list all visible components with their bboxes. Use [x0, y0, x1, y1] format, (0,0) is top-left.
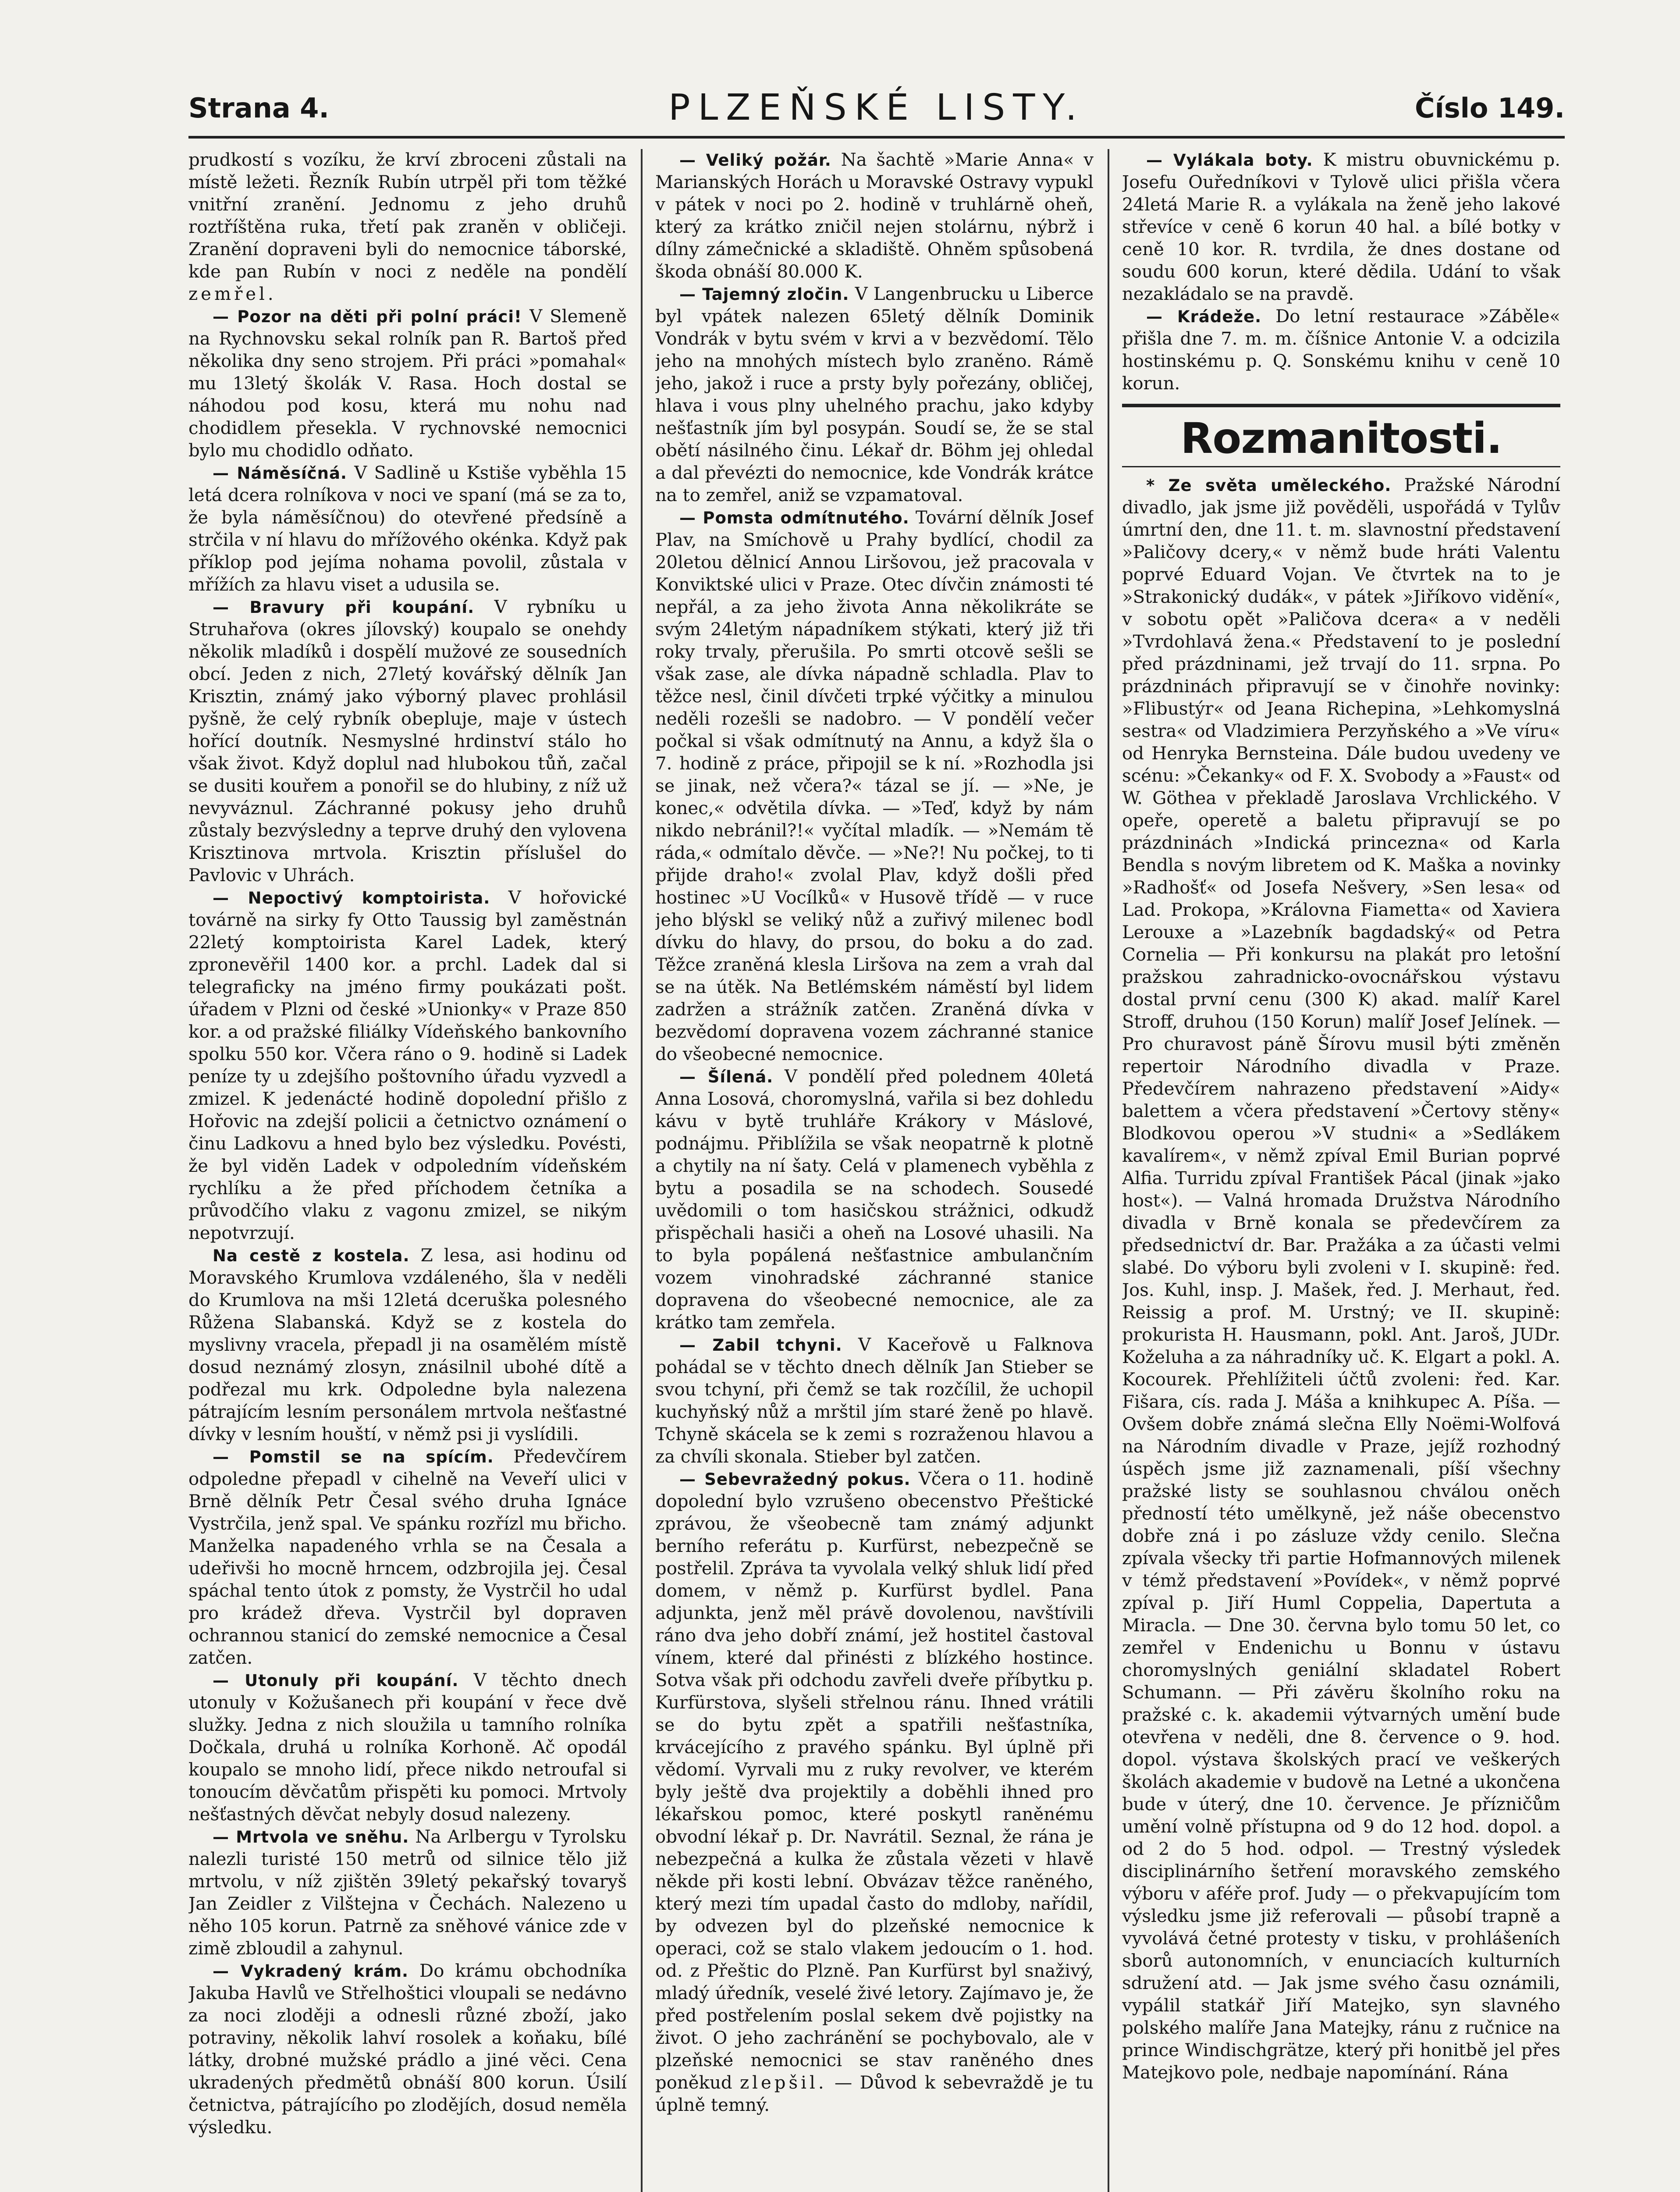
news-headline: Na cestě z kostela.	[213, 1246, 410, 1265]
column-1	[188, 149, 627, 2192]
news-item	[1122, 306, 1560, 395]
news-body: V hořovické továrně na sirky fy Otto Taussig byl zaměstnán 22letý komptoirista Karel Ladek, který zpronevěřil 1400 kor. a prchl. Ladek dal si telegraficky na jméno firmy poukázati pošt. úřadem v Plzni od české »Unionky« v Praze 850 kor. a od pražské filiálky Vídeňského bankovního spolku 550 kor. Včera ráno o 9. hodině si Ladek peníze ty u zdejšího poštovního úřadu vyzvedl a zmizel. K jedenácté hodině dopolední přišlo z Hořovic na zdejší policii a četnictvo oznámení o činu Ladkovu a hned bylo bez výsledku. Povésti, že byl viděn Ladek v odpoledním vídeňském rychlíku a že před příchodem četníka a průvodčího vlaku z vagonu zmizel, se nikým nepotvrzují.	[188, 888, 627, 1243]
news-body: Do letní restaurace »Záběle« přišla dne 7. m. m. číšnice Antonie V. a odcizila hostinskému p. Q. Sonskému knihu v ceně 10 korun.	[1122, 306, 1560, 394]
news-item	[655, 1334, 1094, 1468]
news-headline: — Pozor na děti při polní práci!	[213, 307, 522, 326]
article-continuation: prudkostí s vozíku, že krví zbroceni zůstali na místě ležeti. Řezník Rubín utrpěl při tom těžké vnitřní zranění. Jednomu z jeho druhů roztříštěna ruka, třetí pak zraněn v obličeji. Zranění dopraveni byli do nemocnice táborské, kde pan Rubín v noci z neděle na pondělí zemřel.	[188, 150, 627, 304]
news-item	[655, 149, 1094, 283]
section-title: Rozmanitosti.	[1180, 414, 1502, 463]
news-item	[188, 596, 627, 887]
news-body: K mistru obuvnickému p. Josefu Ouředníkovi v Tylově ulici přišla včera 24letá Marie R. a vylákala na ženě jeho lakové střevíce v ceně 6 korun 40 hal. a bílé botky v ceně 10 kor. R. tvrdila, že dnes dostane od soudu 600 korun, které dědila. Udání to však nezakládalo se na pravdě.	[1122, 150, 1560, 304]
news-body: Do krámu obchodníka Jakuba Havlů ve Střelhoštici vloupali se nedávno za noci zloději a odnesli různé zboží, jako potraviny, několik lahví rosolek a koňaku, bílé látky, drobné mužské prádlo a jiné věci. Cena ukradených předmětů obnáší 800 korun. Úsilí četnictva, pátrajícího po zlodějích, dosud neměla výsledku.	[188, 1961, 627, 2138]
news-item	[1122, 149, 1560, 306]
news-headline: — Utonuly při koupání.	[213, 1671, 459, 1690]
news-headline: — Šílená.	[679, 1068, 774, 1086]
column-divider	[641, 149, 643, 2192]
news-body: Pražské Národní divadlo, jak jsme již pověděli, uspořádá v Tylův úmrtní den, dne 11. t. m. slavnostní představení »Paličovy dcery,« v němž bude hráti Valentu poprvé Eduard Vojan. Ve čtvrtek na to je »Strakonický dudák«, v pátek »Jiříkovo vidění«, v sobotu opět »Paličova dcera« a v neděli »Tvrdohlavá žena.« Představení to je poslední před prázdninami, jež trvají do 11. srpna. Po prázdninách připravují se v činohře novinky: »Flibustýr« od Jeana Richepina, »Lehkomyslná sestra« od Vladzimiera Perzyňského a »Ve víru« od Henryka Bernsteina. Dále budou uvedeny ve scénu: »Čekanky« od F. X. Svobody a »Faust« od W. Göthea v překladě Jaroslava Vrchlického. V opeře, operetě a baletu připravují se po prázdninách »Indická princezna« od Karla Bendla s novým libretem od K. Maška a novinky »Radhošť« od Josefa Nešvery, »Sen lesa« od Lad. Prokopa, »Královna Fiametta« od Xaviera Lerouxe a »Lazebník bagdadský« od Petra Corneliа — Při konkursu na plakát pro letošní pražskou zahradnicko-ovocnářskou výstavu dostal první cenu (300 K) akad. malíř Karel Stroff, druhou (150 Korun) malíř Josef Jelínek. — Pro churavost páně Šírovu musil býti změněn repertoir Národního divadla v Praze. Předevčírem nahrazeno představení »Aidy« balettem a včera představení »Čertovy stěny« Blodkovou operou »V studni« a »Sedlákem kavalírem«, v němž zpíval Emil Burian poprvé Alfia. Turridu zpíval František Pácal (jinak »jako host«). — Valná hromada Družstva Národního divadla v Brně konala se předevčírem za předsednictví dr. Bar. Pražáka a za účasti velmi slabé. Do výboru byli zvoleni v I. skupině: řed. Jos. Kuhl, insp. J. Mašek, řed. J. Merhaut, řed. Reissig a prof. M. Urstný; ve II. skupině: prokurista H. Hausmann, pokl. Ant. Jaroš, JUDr. Koželuha a za náhradníky uč. K. Elgart a pokl. A. Kocourek. Přehlížiteli účtů zvoleni: řed. Kar. Fišara, cís. rada J. Máša a knihkupec A. Píša. — Ovšem dobře známá slečna Elly Noëmi-Wolfová na Národním divadle v Praze, jejíž rozhodný úspěch jsme již zaznamenali, píší všechny pražské listy se souhlasnou chválou oněch předností této umělkyně, jež náše obecenstvo dobře zná i po zásluze vždy cenilo. Slečna zpívala všecky tři partie Hofmannových milenek v témž představení »Povídek«, v němž poprvé zpíval p. Jiří Huml Coppelia, Dapertuta a Miracla. — Dne 30. června bylo tomu 50 let, co zemřel v Endenichu u Bonnu v ústavu choromyslných geniální skladatel Robert Schumann. — Při závěru školního roku na pražské c. k. akademii výtvarných umění bude otevřena v neděli, dne 8. července o 9. hod. dopol. výstava školských prací ve veškerých školách akademie v budově na Letné a ukončena bude v úterý, dne 10. července. Je přízničům umění volně přístupna od 9 do 12 hod. dopol. a od 2 do 5 hod. odpol. — Trestný výsledek disciplinárního šetření moravského zemského výboru v aféře prof. Judy — o překvapujícím tom výsledku jsme již referovali — působí trapně a vyvolává četné protesty v tisku, v prohlášeních sborů autonomních, v enunciacích kulturních sdružení atd. — Jak jsme svého času oznámili, vypálil statkář Jiří Matejko, syn slavného polského malíře Jana Matejky, ránu z ručnice na prince Windischgrätze, který při honitbě jel přes Matejkovo pole, nedbaje napomínání. Rána	[1122, 475, 1560, 2083]
news-body: V Slemeně na Rychnovsku sekal rolník pan R. Bartoš před několika dny seno strojem. Při práci »pomahal« mu 13letý školák V. Rasa. Hoch dostal se náhodou pod kosu, která mu nohu nad chodidlem přesekla. V rychnovské nemocnici bylo mu chodidlo odňato.	[188, 306, 627, 461]
masthead	[188, 75, 1565, 140]
news-headline: — Pomstil se na spícím.	[213, 1448, 494, 1466]
news-body: V těchto dnech utonuly v Kožušanech při koupání v řece dvě služky. Jedna z nich sloužila u tamního rolníka Dočkala, druhá u rolníka Korhoně. Ač opodál koupalo se mnoho lidí, přece nikdo netroufal si tonoucím děvčatům přispěti ku pomoci. Mrtvoly nešťastných děvčat nebyly dosud nalezeny.	[188, 1670, 627, 1825]
news-item	[188, 1826, 627, 1960]
news-item	[188, 306, 627, 462]
column-2	[655, 149, 1094, 2192]
news-item	[188, 887, 627, 1245]
news-item	[188, 1960, 627, 2139]
news-headline: — Náměsíčná.	[213, 464, 347, 483]
masthead-rule	[188, 136, 1565, 139]
news-item: — Sebevražedný pokus. Včera o 11. hodině dopolední bylo vzrušeno obecenstvo Přeštické zprávou, že všeobecně tam známý adjunkt berního referátu p. Kurfürst, nebezpečně se postřelil. Zpráva ta vyvolala velký shluk lidí před domem, v němž p. Kurfürst bydlel. Pana adjunkta, jenž měl právě dovolenou, navštívili ráno dva jeho dobří známí, jež hostitel častoval vínem, které dal přinésti z blízkého hostince. Sotva však při odchodu zavřeli dveře příbytku p. Kurfürstova, slyšeli střelnou ránu. Ihned vrátili se do bytu zpět a spatřili nešťastníka, krvácejícího z pravého spánku. Byl úplně při vědomí. Vyrvali mu z ruky revolver, ve kterém byly ještě dva projektily a doběhli ihned pro lékařskou pomoc, které poskytl raněnému obvodní lékař p. Dr. Navrátil. Seznal, že rána je nebezpečná a kulka že zůstala vězeti v hlavě někde při kosti lební. Obvázav těžce raněného, který mezi tím upadal často do mdloby, nařídil, by odvezen byl do plzeňské nemocnice k operaci, což se stalo vlakem jedoucím o 1. hod. od. z Přeštic do Plzně. Pan Kurfürst byl snaživý, mladý úředník, veselé živé letory. Zajímavo je, že před postřelením poslal sekem dvě pojistky na život. O jeho zachránění se pochybovalo, ale v plzeňské nemocnici se stav raněného dnes poněkud zlepšil. — Důvod k sebevraždě je tu úplně temný.	[655, 1469, 1094, 2115]
news-headline: — Krádeže.	[1146, 307, 1262, 326]
news-headline: * Ze světa uměleckého.	[1146, 476, 1392, 495]
issue-number: Číslo 149.	[1414, 92, 1565, 124]
news-item	[188, 1245, 627, 1446]
news-body: V Langenbrucku u Liberce byl vpátek nalezen 65letý dělník Dominik Vondrák v bytu svém v krvi a v bezvědomí. Tělo jeho na mnohých místech bylo zraněno. Rámě jeho, jakož i ruce a prsty byly pořezány, obličej, hlava i vous plny uhelného prachu, jako kdyby nešťastník jím byl posypán. Soudí se, že se stal obětí násilného činu. Lékař dr. Böhm jej ohledal a dal převézti do nemocnice, kde Vondrák krátce na to zemřel, aniž se vzpamatoval.	[655, 284, 1094, 505]
news-item	[655, 507, 1094, 1066]
news-body: V pondělí před polednem 40letá Anna Losová, choromyslná, vařila si bez dohledu kávu v bytě truhláře Krákory v Máslové, podnájmu. Přiblížila se však neopatrně k plotně a chytily na ní šaty. Celá v plamenech vyběhla z bytu a posadila se na schodech. Sousedé uvědomili o tom hasičskou strážnici, odkudž přispěchali hasiči a oheň na Losové uhasili. Na to byla popálená nešťastnice ambulančním vozem vinohradské záchranné stanice dopravena do všeobecné nemocnice, ale za krátko tam zemřela.	[655, 1067, 1094, 1333]
news-headline: — Mrtvola ve sněhu.	[213, 1828, 409, 1847]
news-item	[655, 283, 1094, 507]
news-headline: — Bravury při koupání.	[213, 598, 475, 617]
news-body: Včera o 11. hodině dopolední bylo vzrušeno obecenstvo Přeštické zprávou, že všeobecně tam známý adjunkt berního referátu p. Kurfürst, nebezpečně se postřelil. Zpráva ta vyvolala velký shluk lidí před domem, v němž p. Kurfürst bydlel. Pana adjunkta, jenž měl právě dovolenou, navštívili ráno dva jeho dobří známí, jež hostitel častoval vínem, které dal přinésti z blízkého hostince. Sotva však při odchodu zavřeli dveře příbytku p. Kurfürstova, slyšeli střelnou ránu. Ihned vrátili se do bytu zpět a spatřili nešťastníka, krvácejícího z pravého spánku. Byl úplně při vědomí. Vyrvali mu z ruky revolver, ve kterém byly ještě dva projektily a doběhli ihned pro lékařskou pomoc, které poskytl raněnému obvodní lékař p. Dr. Navrátil. Seznal, že rána je nebezpečná a kulka že zůstala vězeti v hlavě někde při kosti lební. Obvázav těžce raněného, který mezi tím upadal často do mdloby, nařídil, by odvezen byl do plzeňské nemocnice k operaci, což se stalo vlakem jedoucím o 1. hod. od. z Přeštic do Plzně. Pan Kurfürst byl snaživý, mladý úředník, veselé živé letory. Zajímavo je, že před postřelením poslal sekem dvě pojistky na život. O jeho zachránění se pochybovalo, ale v plzeňské nemocnici se stav raněného dnes poněkud	[655, 1469, 1094, 2093]
column-divider	[1108, 149, 1109, 2192]
page-number: Strana 4.	[188, 92, 329, 124]
news-body: V Kaceřově u Falknova pohádal se v těchto dnech dělník Jan Stieber se svou tchyní, při čemž se tak rozčílil, že uchopil kuchyňský nůž a mrštil jím staré ženě po hlavě. Tchyně skácela se k zemi s rozraženou hlavou a za chvíli skonala. Stieber byl zatčen.	[655, 1335, 1094, 1467]
news-body: Na šachtě »Marie Anna« v Marianských Horách u Moravské Ostravy vypukl v pátek v noci po 2. hodině v truhlárně oheň, který za krátko zničil nejen stolárnu, nýbrž i dílny zámečnické a skladiště. Ohněm spůsobená škoda obnáší 80.000 K.	[655, 150, 1094, 282]
news-headline: — Pomsta odmítnutého.	[679, 509, 909, 527]
section-rule	[1122, 466, 1560, 467]
news-body: Předevčírem odpoledne přepadl v cihelně na Veveří ulici v Brně dělník Petr Česal svého druha Ignáce Vystrčila, jenž spal. Ve spánku rozřízl mu břicho. Manželka napadeného vrhla se na Česala a udeřivši ho mocně hrncem, odzbrojila jej. Česal spáchal tento útok z pomsty, že Vystrčil ho udal pro krádež dřeva. Vystrčil byl dopraven ochrannou stanicí do zemské nemocnice a Česal zatčen.	[188, 1447, 627, 1668]
news-item	[1122, 474, 1560, 2084]
news-headline: — Vylákala boty.	[1146, 151, 1313, 170]
newspaper-title: PLZEŇSKÉ LISTY.	[668, 87, 1085, 128]
news-body: V Sadlině u Kstiše vyběhla 15 letá dcera rolníkova v noci ve spaní (má se za to, že byla náměsíčnou) do otevřené předsíně a strčila v ní hlavu do mřížového okénka. Když pak příklop pod jejíma nohama povolil, zůstala v mřížích za hlavu viset a udusila se.	[188, 463, 627, 595]
news-headline: — Sebevražedný pokus.	[679, 1470, 911, 1489]
news-headline: — Nepoctivý komptoirista.	[213, 889, 490, 907]
column-3	[1122, 149, 1560, 2192]
news-body: Tovární dělník Josef Plav, na Smíchově u Prahy bydlící, chodil za 20letou dělnicí Annou Liršovou, jež pracovala v Konviktské ulici v Praze. Otec dívčin známosti té nepřál, a za jeho života Anna několikráte se svým 24letým nápadníkem stýkati, který již tři roky trvaly, přerušila. Po smrti otcově sešli se však zase, ale dívka nápadně schladla. Plav to těžce nesl, činil dívčeti trpké výčitky a minulou neděli rozešli se nadobro. — V pondělí večer počkal si však odmítnutý na Annu, a když šla o 7. hodině z práce, připojil se k ní. »Rozhodla jsi se jinak, než včera?« tázal se jí. — »Ne, je konec,« odvětila dívka. — »Teď, když by nám nikdo nebránil?!« vyčítal mladík. — »Nemám tě ráda,« odmítalo děvče. — »Ne?! Nu počkej, to ti přijde draho!« zvolal Plav, když došli před hostinec »U Vocílků« v Husově třídě — v ruce jeho blýskl se veliký nůž a zuřivý milenec bodl dívku do hlavy, do prsou, do boku a do zad. Těžce zraněná klesla Liršova na zem a vrah dal se na útěk. Na Betlémském náměstí byl lidem zadržen a strážník zatčen. Zraněná dívka v bezvědomí dopravena vozem záchranné stanice do všeobecné nemocnice.	[655, 508, 1094, 1064]
news-item	[655, 1066, 1094, 1334]
news-headline: — Vykradený krám.	[213, 1962, 409, 1981]
news-headline: — Zabil tchyni.	[679, 1336, 842, 1355]
news-item	[188, 1446, 627, 1669]
news-body: Z lesa, asi hodinu od Moravského Krumlova vzdáleného, šla v neděli do Krumlova na mši 12letá dceruška polesného Růžena Slabanská. Když se z kostela do myslivny vracela, přepadl ji na osamělém místě dosud neznámý zlosyn, znásilnil ubohé dítě a podřezal mu krk. Odpoledne byla nalezena pátrajícím lesním personálem mrtvola nešťastné dívky v lesním houští, v němž psi ji vyslídili.	[188, 1245, 627, 1445]
news-body: Na Arlbergu v Tyrolsku nalezli turisté 150 metrů od silnice tělo již mrtvolu, v níž zjištěn 39letý pekařský tovaryš Jan Zeidler z Vilštejna v Čechách. Nalezeno u něho 105 korun. Patrně za sněhové vánice zde v zimě zbloudil a zahynul.	[188, 1827, 627, 1959]
section-rule	[1122, 404, 1560, 407]
news-headline: — Tajemný zločin.	[679, 285, 849, 304]
news-item	[188, 462, 627, 596]
news-headline: — Veliký požár.	[679, 151, 831, 170]
news-item	[188, 1669, 627, 1826]
news-body: V rybníku u Struhařova (okres jílovský) koupalo se onehdy několik mladíků i dospělí mužové ze sousedních obcí. Jeden z nich, 27letý kovářský dělník Jan Krisztin, známý jako výborný plavec prohlásil pyšně, že celý rybník obepluje, maje v ústech hořící doutník. Nesmyslné hrdinství stálo ho však život. Když doplul nad hlubokou tůň, začal se dusiti kouřem a ponořil se do hlubiny, z níž už nevyváznul. Záchranné pokusy jeho druhů zůstaly bezvýsledny a teprve druhý den vylovena Krisztinova mrtvola. Krisztin příslušel do Pavlovic v Uhrách.	[188, 597, 627, 886]
